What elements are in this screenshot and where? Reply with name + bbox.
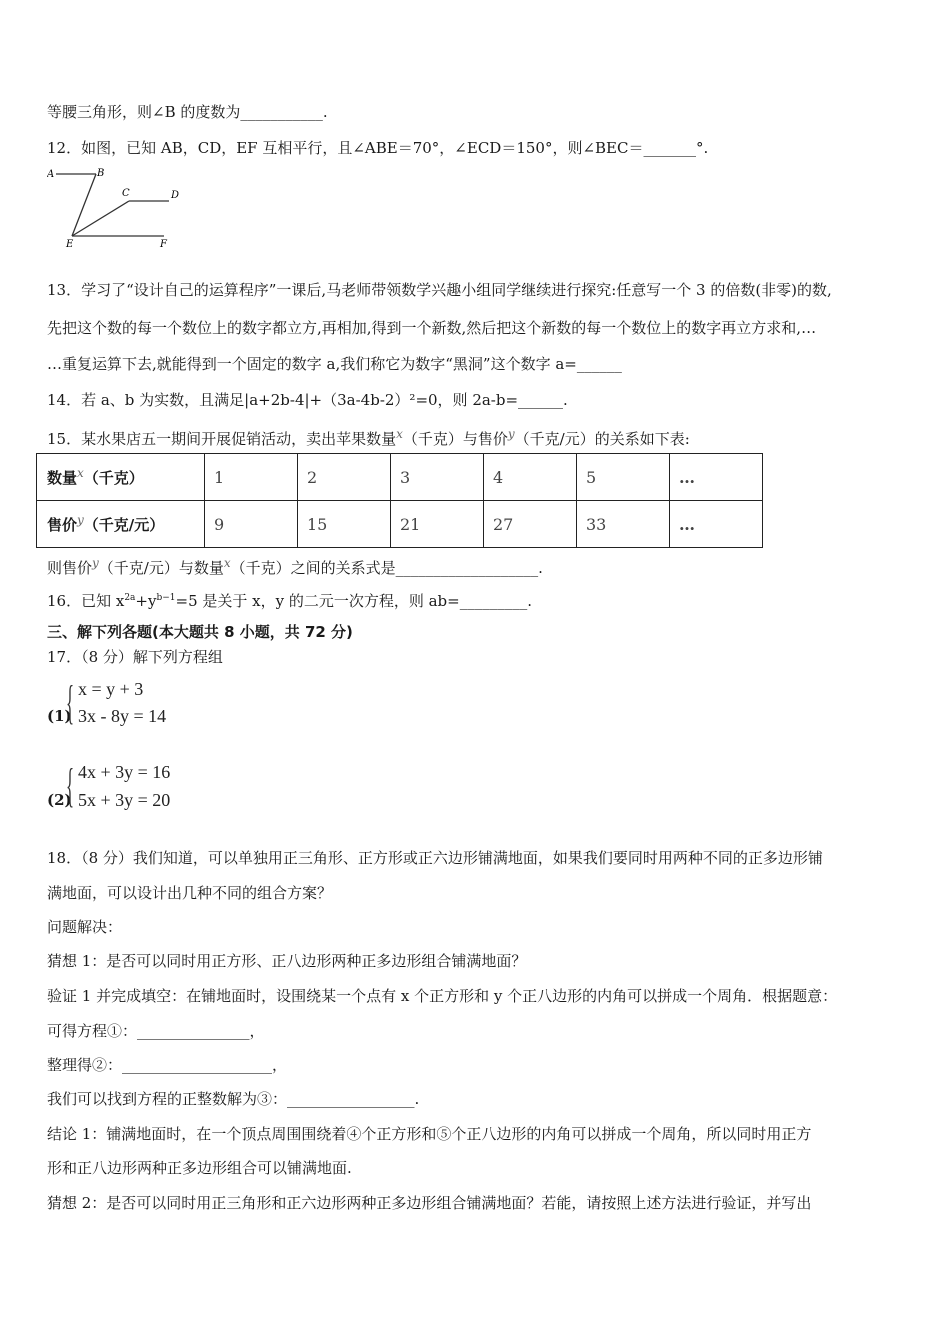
q17-p2-eq1: 4x + 3y = 16 (78, 762, 171, 782)
table-row (37, 454, 763, 501)
label-c: C (122, 188, 130, 199)
label-d: D (171, 190, 180, 201)
q13-line1: 13．学习了“设计自己的运算程序”一课后,马老师带领数学兴趣小组同学继续进行探究:任意写一个 3 的倍数(非零)的数, (47, 281, 832, 299)
q17-text: 17．（8 分）解下列方程组 (47, 648, 223, 666)
table-cell: 33 (577, 501, 670, 548)
q18-line8: 我们可以找到方程的正整数解为③：_________________. (47, 1090, 420, 1108)
table-cell: 2 (298, 454, 391, 501)
q18-line9: 结论 1：铺满地面时，在一个顶点周围围绕着④个正方形和⑤个正八边形的内角可以拼成一个周角，所以同时用正方 (47, 1125, 812, 1143)
brace: { (66, 759, 75, 812)
table-row (37, 501, 763, 548)
table-cell: 4 (484, 454, 577, 501)
label-f: F (160, 239, 167, 250)
q18-line7: 整理得②：____________________， (47, 1056, 288, 1074)
q12-figure (47, 166, 187, 252)
brace: { (66, 676, 75, 729)
table-cell: 27 (484, 501, 577, 548)
table-cell: 15 (298, 501, 391, 548)
q17-part1-label: (1) (47, 707, 72, 725)
q18-line2: 满地面，可以设计出几种不同的组合方案？ (47, 884, 333, 902)
q18-line5: 验证 1 并完成填空：在铺地面时，设围绕某一个点有 x 个正方形和 y 个正八边形的内角可以拼成一个周角．根据题意： (47, 987, 838, 1005)
q15-table (36, 453, 763, 548)
q18-line11: 猜想 2：是否可以同时用正三角形和正六边形两种正多边形组合铺满地面？若能，请按照上述方法进行验证，并写出 (47, 1194, 812, 1212)
q18-line4: 猜想 1：是否可以同时用正方形、正八边形两种正多边形组合铺满地面？ (47, 952, 527, 970)
q15-text: 15．某水果店五一期间开展促销活动，卖出苹果数量$^x$（千克）与售价$^y$（千克/元）的关系如下表: (47, 427, 690, 448)
q17-part2-label: (2) (47, 791, 72, 809)
q14-text: 14．若 a、b 为实数，且满足|a+2b-4|+（3a-4b-2）²=0，则 2a-b=______. (47, 391, 568, 409)
label-e: E (66, 239, 74, 250)
q18-line6: 可得方程①：_______________， (47, 1022, 265, 1040)
table-cell: 5 (577, 454, 670, 501)
row-header-price: 售价$^y$（千克/元） (37, 501, 205, 548)
table-cell: 9 (205, 501, 298, 548)
table-cell: 21 (391, 501, 484, 548)
q17-p1-eq1: x = y + 3 (78, 679, 144, 699)
q18-line1: 18．（8 分）我们知道，可以单独用正三角形、正方形或正六边形铺满地面，如果我们要同时用两种不同的正多边形铺 (47, 849, 823, 867)
q17-p2-eq2: 5x + 3y = 20 (78, 790, 171, 810)
q18-line10: 形和正八边形两种正多边形组合可以铺满地面. (47, 1159, 352, 1177)
q15-answer: 则售价$^y$（千克/元）与数量$^x$（千克）之间的关系式是___________________. (47, 556, 543, 577)
row-header-quantity: 数量$^x$（千克） (37, 454, 205, 501)
q12-text: 12．如图，已知 AB，CD，EF 互相平行，且∠ABE＝70°，∠ECD＝150°，则∠BEC＝_______°. (47, 139, 709, 157)
table-cell: 1 (205, 454, 298, 501)
section-three-title: 三、解下列各题(本大题共 8 小题，共 72 分) (47, 623, 353, 641)
q18-line3: 问题解决： (47, 918, 123, 936)
q17-p1-eq2: 3x - 8y = 14 (78, 706, 167, 726)
label-a: A (47, 169, 55, 180)
table-cell: … (670, 454, 763, 501)
table-cell: … (670, 501, 763, 548)
q16-text: 16．已知 $x^{2a}+y^{b-1}=5$ 是关于 x，y 的二元一次方程，则 ab=_________. (47, 592, 533, 610)
q11-tail: 等腰三角形，则∠B 的度数为___________. (47, 103, 328, 121)
table-cell: 3 (391, 454, 484, 501)
q13-line3: …重复运算下去,就能得到一个固定的数字 a,我们称它为数字“黑洞”这个数字 a=______ (47, 355, 622, 373)
label-b: B (97, 168, 105, 179)
q13-line2: 先把这个数的每一个数位上的数字都立方,再相加,得到一个新数,然后把这个新数的每一个数位上的数字再立方求和,… (47, 319, 817, 337)
